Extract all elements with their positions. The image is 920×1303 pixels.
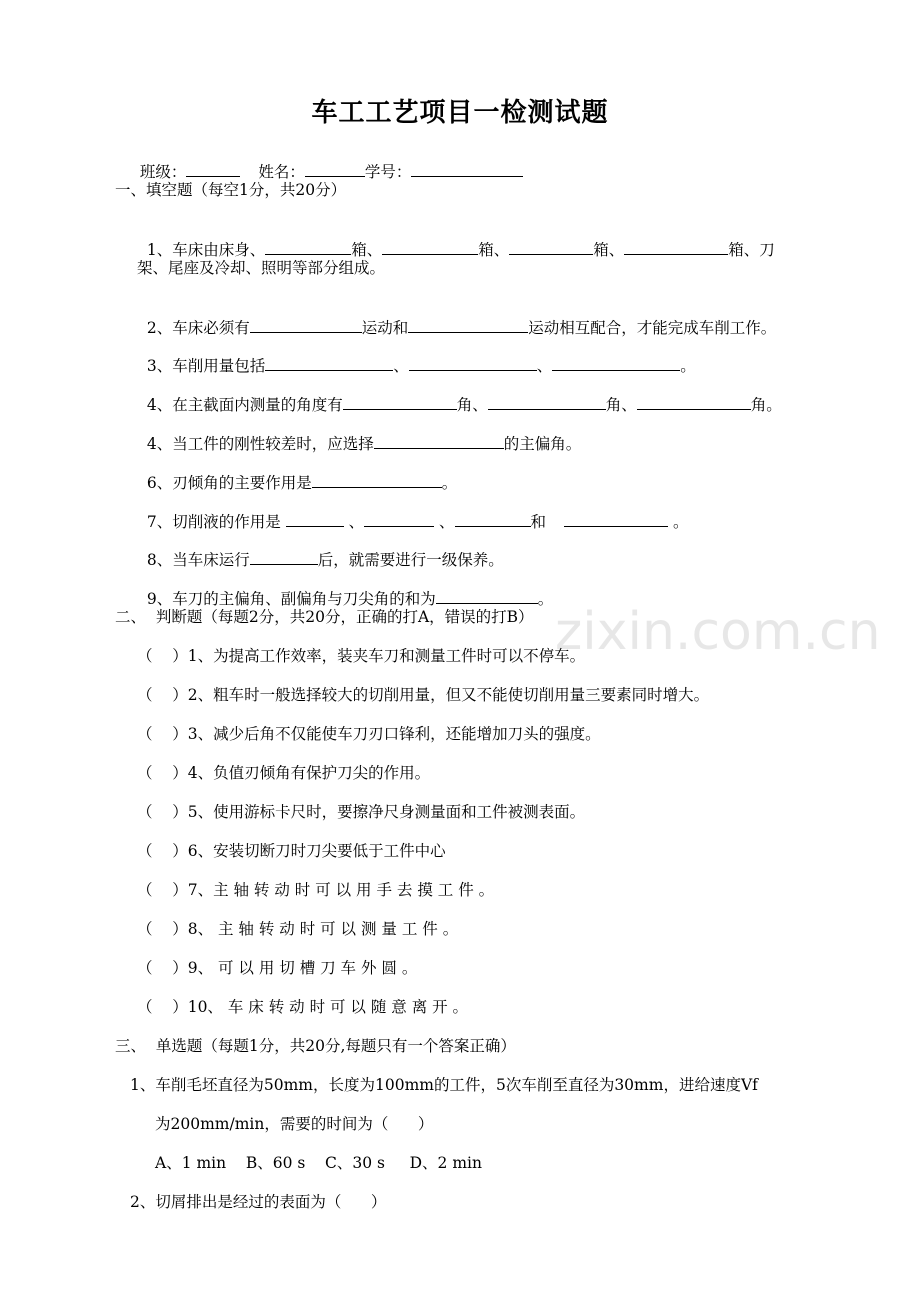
- section-heading-fill: 一、填空题（每空1分，共20分）: [115, 181, 347, 199]
- choice-question-1-cont: 为200mm/min，需要的时间为（ ）: [155, 1115, 434, 1133]
- q7-text-b: 、: [343, 513, 365, 531]
- q9-text-b: 。: [537, 590, 554, 608]
- fill-question-1-cont: 架、尾座及冷却、照明等部分组成。: [137, 259, 386, 277]
- q3-blank-3: [552, 355, 680, 371]
- page-title: 车工工艺项目一检测试题: [311, 98, 609, 128]
- q4-blank-2: [488, 394, 606, 410]
- section-heading-choice: 三、 单选题（每题1分，共20分,每题只有一个答案正确）: [115, 1037, 516, 1055]
- student-id-blank: [411, 161, 523, 177]
- q1-blank-1: [265, 239, 351, 255]
- choice-question-1-options: A、1 min B、60 s C、30 s D、2 min: [155, 1154, 482, 1172]
- q7-text-c: 、: [434, 513, 455, 531]
- q8-text-b: 后，就需要进行一级保养。: [317, 551, 504, 569]
- judge-item: （ ）2、粗车时一般选择较大的切削用量，但又不能使切削用量三要素同时增大。: [137, 686, 710, 704]
- name-blank: [305, 161, 365, 177]
- q3-text-c: 、: [536, 357, 553, 375]
- q3-text-d: 。: [680, 357, 696, 375]
- q2-text-c: 运动相互配合，才能完成车削工作。: [528, 319, 777, 337]
- choice-question-1: 1、车削毛坯直径为50mm，长度为100mm的工件，5次车削至直径为30mm，进给速度Vf: [130, 1076, 758, 1094]
- q3-text-b: 、: [393, 357, 409, 375]
- judge-item: （ ）4、负值刃倾角有保护刀尖的作用。: [137, 764, 431, 782]
- judge-item: （ ）3、减少后角不仅能使车刀刃口锋利，还能增加刀头的强度。: [137, 725, 601, 743]
- q7-blank-4: [564, 511, 668, 527]
- q8-blank-1: [250, 549, 318, 565]
- q1-blank-3: [509, 239, 593, 255]
- q6-text-b: 。: [441, 474, 458, 492]
- q1-blank-2: [382, 239, 478, 255]
- q9-blank-1: [436, 588, 538, 604]
- class-blank: [186, 161, 240, 177]
- q9-text-a: 9、车刀的主偏角、副偏角与刀尖角的和为: [146, 590, 436, 608]
- q7-text-d: 和: [530, 513, 547, 531]
- student-id-label: 学号：: [364, 163, 412, 181]
- q7-blank-1: [286, 511, 344, 527]
- q4-blank-1: [343, 394, 457, 410]
- q4-text-b: 角、: [456, 396, 488, 414]
- q5-blank-1: [374, 433, 504, 449]
- q5-text-a: 4、当工件的刚性较差时，应选择: [146, 435, 374, 453]
- judge-item: （ ）9、 可 以 用 切 槽 刀 车 外 圆 。: [137, 959, 418, 977]
- q2-blank-2: [408, 317, 528, 333]
- q4-text-d: 角。: [750, 396, 782, 414]
- judge-item: （ ）5、使用游标卡尺时，要擦净尺身测量面和工件被测表面。: [137, 803, 586, 821]
- fill-question-5: [137, 413, 581, 454]
- q4-text-c: 角、: [605, 396, 637, 414]
- q2-text-a: 2、车床必须有: [146, 319, 250, 337]
- q1-text-a: 1、车床由床身、: [146, 241, 266, 259]
- q3-text-a: 3、车削用量包括: [146, 357, 266, 375]
- q7-blank-2: [364, 511, 434, 527]
- fill-question-3: [137, 335, 696, 376]
- judge-item: （ ）6、安装切断刀时刀尖要低于工件中心: [137, 842, 446, 860]
- fill-question-2: [137, 297, 776, 338]
- fill-question-9: [137, 568, 553, 609]
- q3-blank-2: [409, 355, 537, 371]
- q2-text-b: 运动和: [361, 319, 409, 337]
- q4-blank-3: [637, 394, 751, 410]
- name-label: 姓名：: [258, 163, 305, 181]
- section-heading-judge: 二、 判断题（每题2分，共20分，正确的打A，错误的打B）: [115, 608, 534, 626]
- q1-text-d: 箱、: [593, 241, 625, 259]
- q1-text-c: 箱、: [478, 241, 510, 259]
- fill-question-7: [137, 491, 688, 532]
- fill-question-1: [137, 219, 775, 260]
- q8-text-a: 8、当车床运行: [146, 551, 250, 569]
- judge-item: （ ）1、为提高工作效率，装夹车刀和测量工件时可以不停车。: [137, 647, 586, 665]
- q2-blank-1: [250, 317, 362, 333]
- fill-question-4: [137, 374, 782, 415]
- student-info-row: [130, 141, 523, 182]
- choice-question-2: 2、切屑排出是经过的表面为（ ）: [130, 1193, 387, 1211]
- judge-item: （ ）10、 车 床 转 动 时 可 以 随 意 离 开 。: [137, 998, 469, 1016]
- q7-text-a: 7、切削液的作用是: [146, 513, 286, 531]
- q5-text-b: 的主偏角。: [503, 435, 582, 453]
- class-label: 班级：: [139, 163, 187, 181]
- judge-item: （ ）7、主 轴 转 动 时 可 以 用 手 去 摸 工 件 。: [137, 881, 495, 899]
- q7-text-e: 。: [668, 513, 689, 531]
- judge-item: （ ）8、 主 轴 转 动 时 可 以 测 量 工 件 。: [137, 920, 459, 938]
- q1-text-e: 箱、刀: [728, 241, 775, 259]
- q6-text-a: 6、刃倾角的主要作用是: [146, 474, 312, 492]
- q3-blank-1: [265, 355, 393, 371]
- q4-text-a: 4、在主截面内测量的角度有: [146, 396, 343, 414]
- fill-question-8: [137, 529, 504, 570]
- q6-blank-1: [312, 472, 442, 488]
- fill-question-6: [137, 452, 457, 493]
- q7-blank-3: [455, 511, 531, 527]
- q1-blank-4: [624, 239, 728, 255]
- watermark: zixin.com.cn: [555, 602, 881, 662]
- q1-text-b: 箱、: [351, 241, 383, 259]
